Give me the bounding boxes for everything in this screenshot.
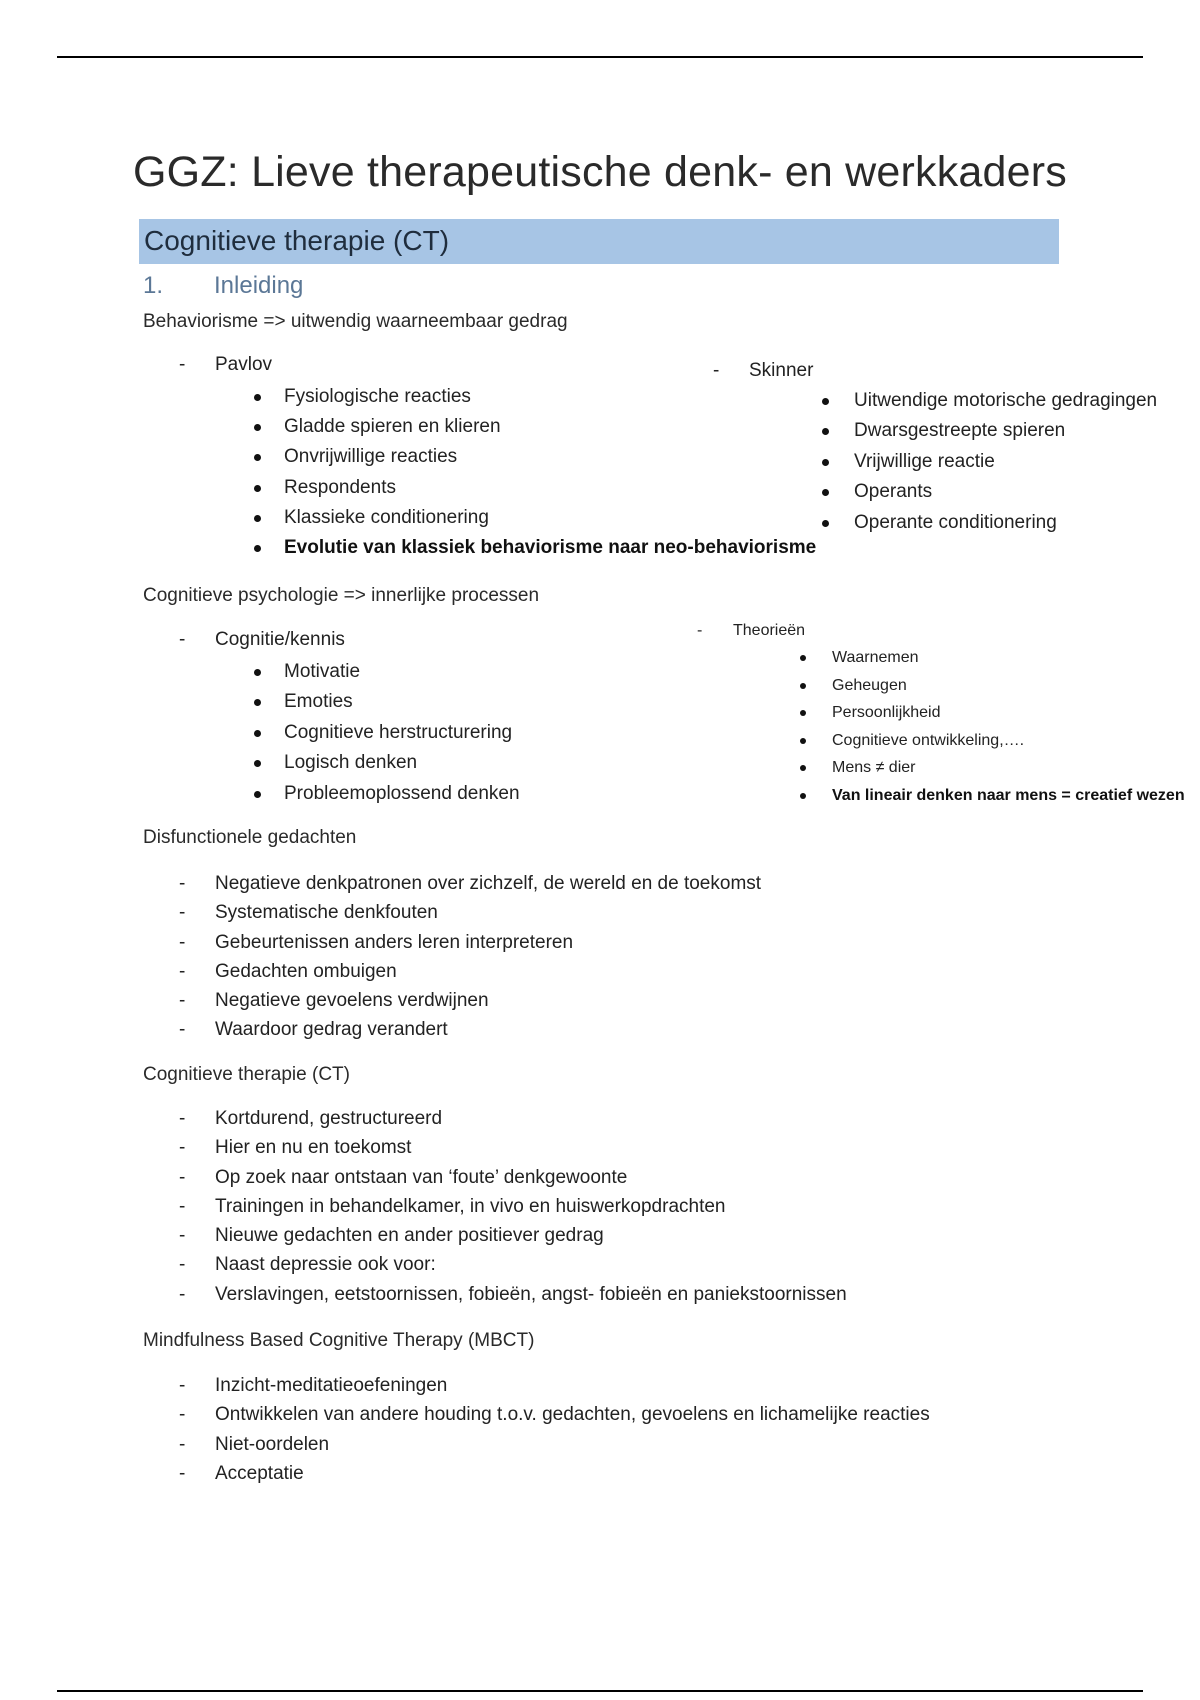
list-item: Probleemoplossend denken bbox=[250, 779, 520, 809]
list-item: - Nieuwe gedachten en ander positiever gedrag bbox=[179, 1221, 847, 1250]
list-item: - Negatieve denkpatronen over zichzelf, de wereld en de toekomst bbox=[179, 869, 761, 898]
skinner-bullets bbox=[820, 386, 1157, 538]
disfunctionele-list bbox=[179, 869, 761, 1045]
cognitie-list bbox=[179, 629, 520, 809]
list-item: Emoties bbox=[250, 687, 520, 717]
cognitie-label: Cognitie/kennis bbox=[215, 629, 345, 650]
list-item: - Naast depressie ook voor: bbox=[179, 1250, 847, 1279]
theorieen-item bbox=[697, 622, 1185, 810]
list-item: - Ontwikkelen van andere houding t.o.v. gedachten, gevoelens en lichamelijke reacties bbox=[179, 1400, 930, 1429]
ct-list bbox=[179, 1104, 847, 1309]
cognitie-bullets bbox=[250, 657, 520, 809]
list-item: Operante conditionering bbox=[820, 508, 1157, 538]
list-item: - Gedachten ombuigen bbox=[179, 957, 761, 986]
list-item: Klassieke conditionering bbox=[250, 503, 816, 533]
document-title: GGZ: Lieve therapeutische denk- en werkkaders bbox=[133, 148, 1067, 196]
theorieen-label: Theorieën bbox=[733, 622, 806, 639]
bottom-rule bbox=[57, 1690, 1143, 1692]
list-item: Motivatie bbox=[250, 657, 520, 687]
list-item: Onvrijwillige reacties bbox=[250, 442, 816, 472]
list-item: Uitwendige motorische gedragingen bbox=[820, 386, 1157, 416]
skinner-label: Skinner bbox=[749, 360, 814, 381]
list-item: - Acceptatie bbox=[179, 1459, 930, 1488]
list-item: Gladde spieren en klieren bbox=[250, 412, 816, 442]
list-item: - Systematische denkfouten bbox=[179, 898, 761, 927]
list-item: - Verslavingen, eetstoornissen, fobieën, angst- fobieën en paniekstoornissen bbox=[179, 1280, 847, 1309]
list-item: Geheugen bbox=[798, 672, 1185, 700]
list-item: - Op zoek naar ontstaan van ‘foute’ denkgewoonte bbox=[179, 1163, 847, 1192]
list-item: Persoonlijkheid bbox=[798, 699, 1185, 727]
skinner-list bbox=[713, 360, 1157, 538]
list-item: Dwarsgestreepte spieren bbox=[820, 416, 1157, 446]
pavlov-label: Pavlov bbox=[215, 354, 273, 375]
list-item: Vrijwillige reactie bbox=[820, 447, 1157, 477]
behaviorisme-heading: Behaviorisme => uitwendig waarneembaar gedrag bbox=[143, 311, 568, 332]
list-item: - Hier en nu en toekomst bbox=[179, 1133, 847, 1162]
list-item: Waarnemen bbox=[798, 644, 1185, 672]
list-item: Operants bbox=[820, 477, 1157, 507]
theorieen-list bbox=[697, 622, 1185, 810]
list-item: Van lineair denken naar mens = creatief wezen bbox=[798, 782, 1185, 810]
list-item: Cognitieve herstructurering bbox=[250, 718, 520, 748]
list-item: Evolutie van klassiek behaviorisme naar neo-behaviorisme bbox=[250, 533, 816, 563]
top-rule bbox=[57, 56, 1143, 58]
mbct-heading: Mindfulness Based Cognitive Therapy (MBCT) bbox=[143, 1330, 535, 1351]
list-item: Logisch denken bbox=[250, 748, 520, 778]
list-item: - Negatieve gevoelens verdwijnen bbox=[179, 986, 761, 1015]
list-item: Cognitieve ontwikkeling,…. bbox=[798, 727, 1185, 755]
cognitie-item bbox=[179, 629, 520, 809]
list-item: Mens ≠ dier bbox=[798, 754, 1185, 782]
subheading-text: Inleiding bbox=[214, 272, 304, 299]
theorieen-bullets bbox=[798, 644, 1185, 810]
list-item: - Inzicht-meditatieoefeningen bbox=[179, 1371, 930, 1400]
subheading bbox=[143, 272, 303, 300]
section-title: Cognitieve therapie (CT) bbox=[144, 225, 450, 256]
list-item: - Kortdurend, gestructureerd bbox=[179, 1104, 847, 1133]
ct-heading: Cognitieve therapie (CT) bbox=[143, 1064, 350, 1085]
mbct-list bbox=[179, 1371, 930, 1488]
list-item: Fysiologische reacties bbox=[250, 382, 816, 412]
skinner-item bbox=[713, 360, 1157, 538]
list-item: - Trainingen in behandelkamer, in vivo en huiswerkopdrachten bbox=[179, 1192, 847, 1221]
subheading-number: 1. bbox=[143, 272, 164, 299]
list-item: Respondents bbox=[250, 473, 816, 503]
cognitieve-psychologie-heading: Cognitieve psychologie => innerlijke processen bbox=[143, 585, 540, 606]
disfunctionele-heading: Disfunctionele gedachten bbox=[143, 827, 357, 848]
list-item: - Gebeurtenissen anders leren interpreteren bbox=[179, 928, 761, 957]
list-item: - Waardoor gedrag verandert bbox=[179, 1015, 761, 1044]
list-item: - Niet-oordelen bbox=[179, 1430, 930, 1459]
section-heading-bar bbox=[139, 219, 1059, 264]
